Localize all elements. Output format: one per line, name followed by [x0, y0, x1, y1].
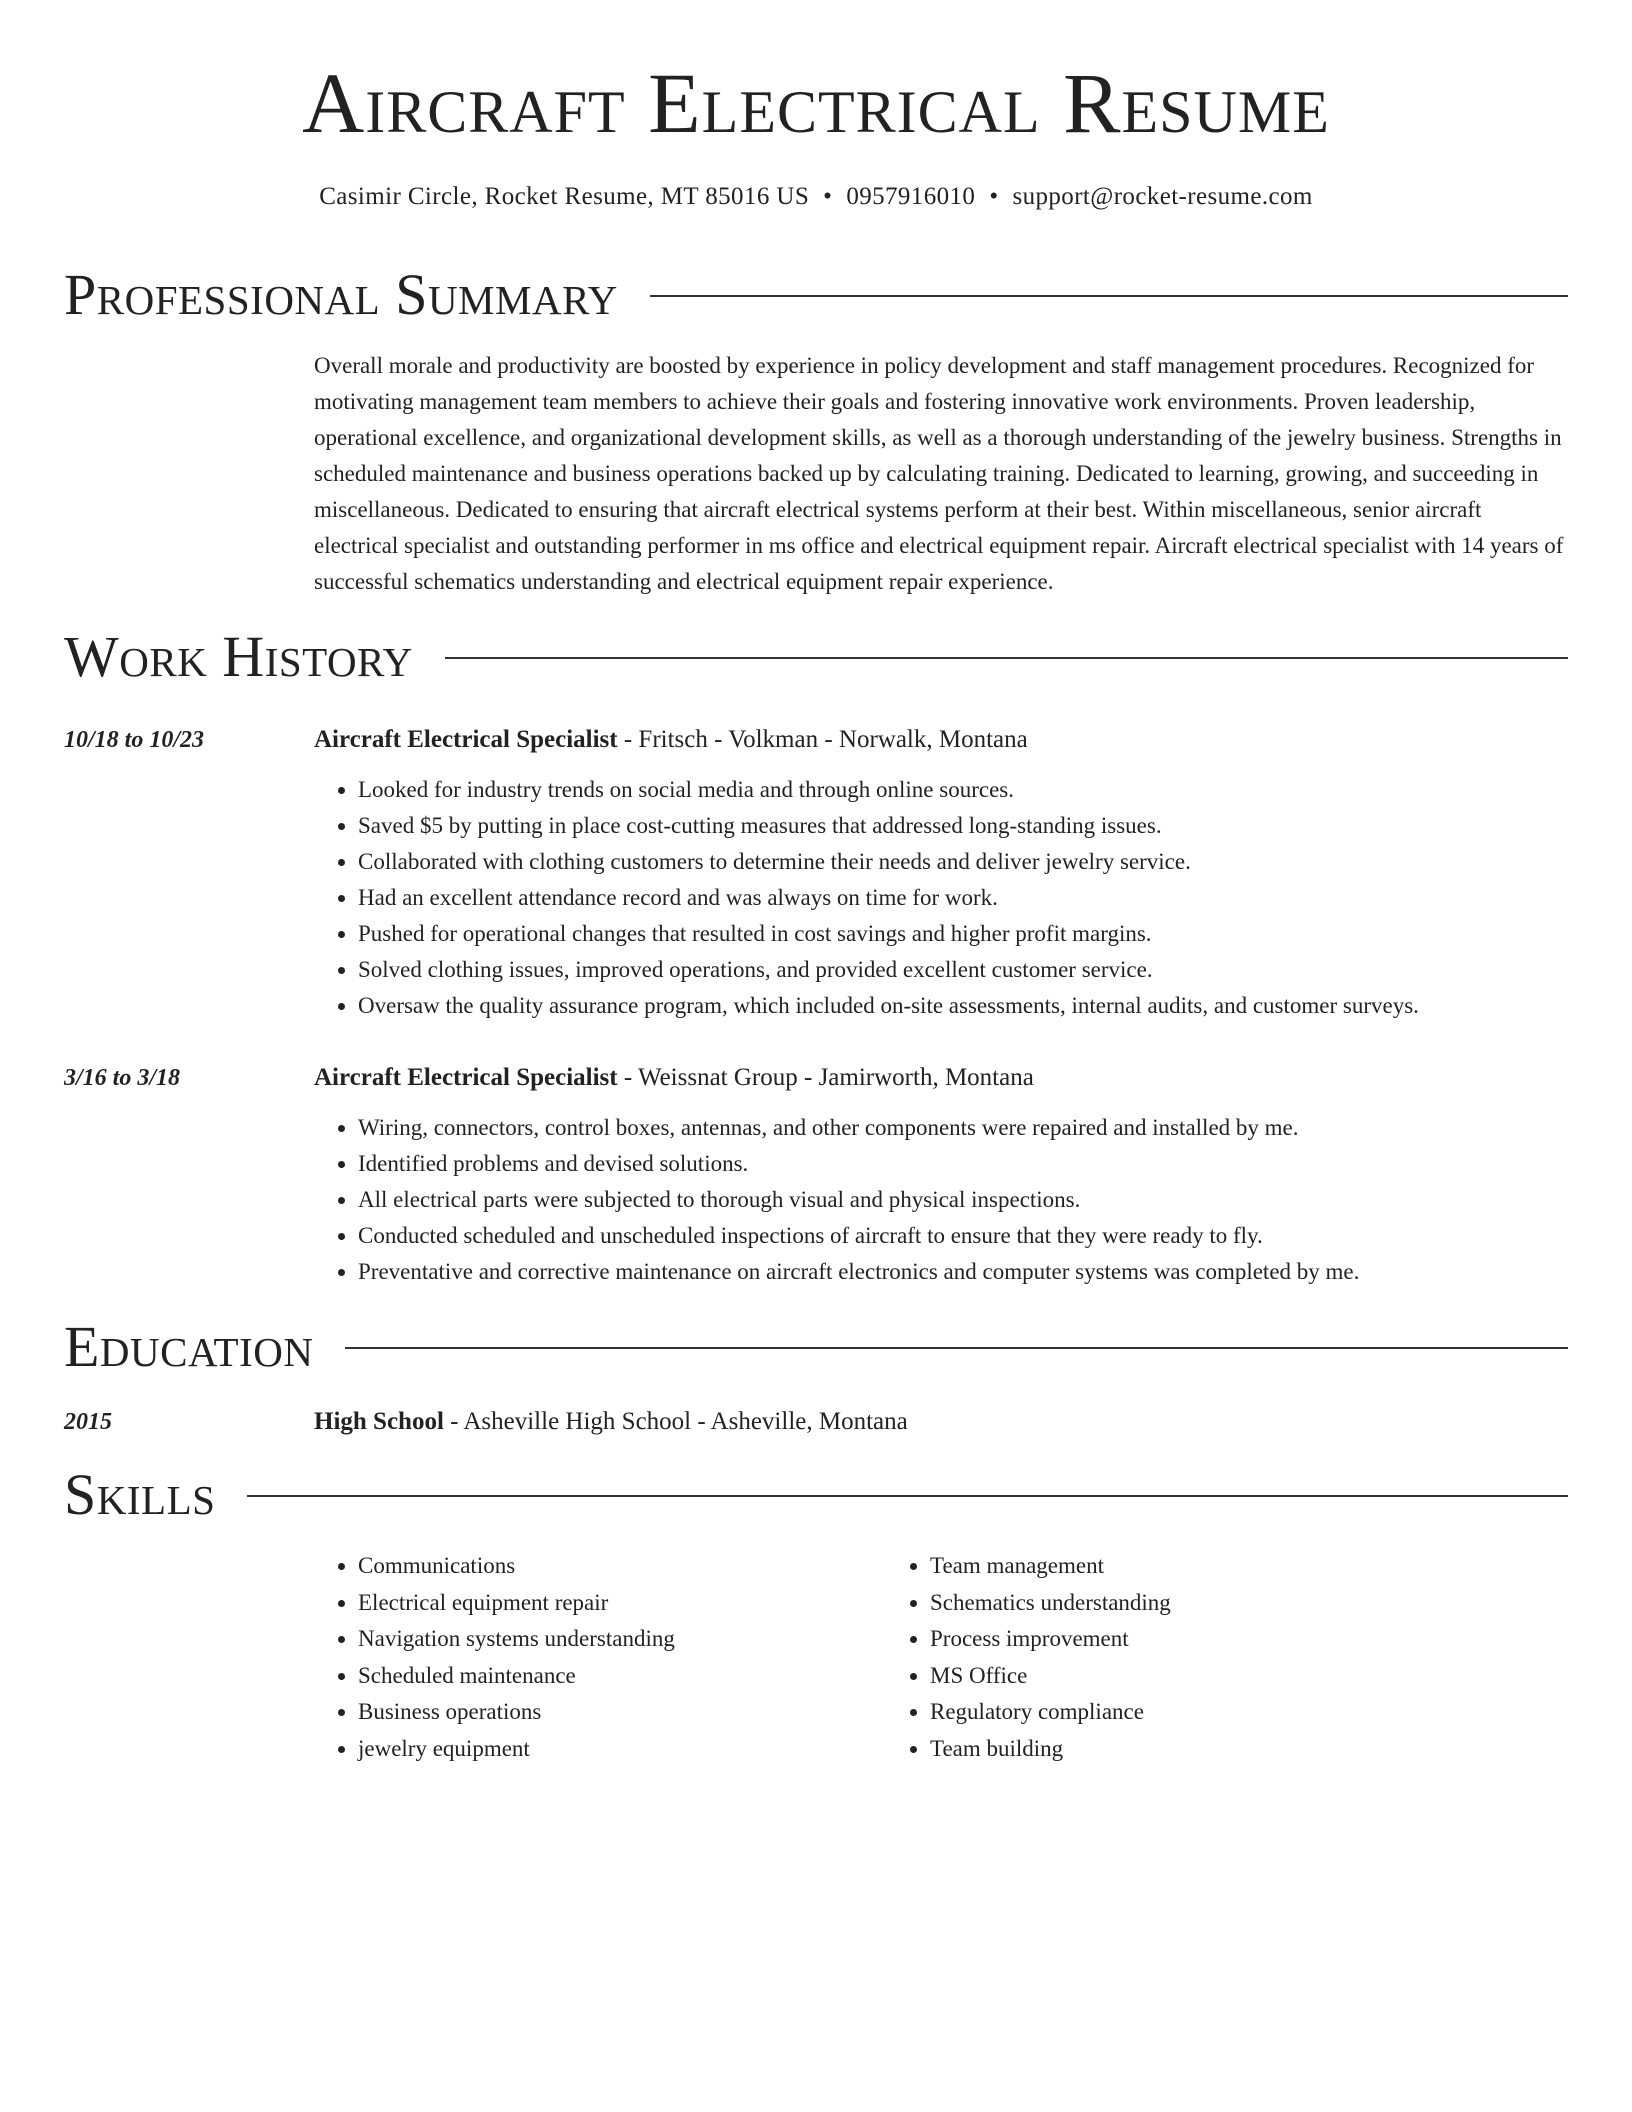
job-bullet: • Identified problems and devised solutions.: [358, 1146, 1568, 1182]
job-details: - Weissnat Group - Jamirworth, Montana: [617, 1064, 1034, 1091]
skill-item: • Navigation systems understanding: [358, 1621, 886, 1658]
contact-line: [64, 182, 1568, 212]
separator-dot: •: [989, 183, 999, 210]
job-headline: [314, 1060, 1568, 1096]
email: support@rocket-resume.com: [1012, 183, 1313, 210]
job-bullets: [314, 1110, 1568, 1290]
job-bullet: • Had an excellent attendance record and was always on time for work.: [358, 880, 1568, 916]
job-body: [314, 1060, 1568, 1290]
section-title-work: Work History: [64, 624, 413, 689]
skill-item: • Communications: [358, 1548, 886, 1585]
job-bullet: • Looked for industry trends on social media and through online sources.: [358, 772, 1568, 808]
job-bullet: • Pushed for operational changes that resulted in cost savings and higher profit margins.: [358, 916, 1568, 952]
education-degree: High School: [314, 1408, 444, 1435]
skills-list: [314, 1548, 1568, 1767]
section-header-work: [64, 626, 1568, 688]
section-title-education: Education: [64, 1314, 314, 1379]
job-bullet: • Oversaw the quality assurance program, which included on-site assessments, internal audits, and customer surveys.: [358, 988, 1568, 1024]
section-divider: [650, 295, 1568, 297]
skills-column-left: [314, 1548, 886, 1767]
education-details: - Asheville High School - Asheville, Montana: [443, 1408, 908, 1435]
job-role: Aircraft Electrical Specialist: [314, 1064, 618, 1091]
separator-dot: •: [823, 183, 833, 210]
job-bullet: • Conducted scheduled and unscheduled inspections of aircraft to ensure that they were ready to fly.: [358, 1218, 1568, 1254]
section-divider: [247, 1495, 1568, 1497]
education-headline: [314, 1404, 1568, 1440]
education-entry: [64, 1404, 1568, 1440]
section-header-summary: [64, 264, 1568, 326]
job-bullet: • Preventative and corrective maintenance on aircraft electronics and computer systems was completed by me.: [358, 1254, 1568, 1290]
skill-item: • Team management: [930, 1548, 1458, 1585]
job-entry: [64, 1060, 1568, 1290]
phone: 0957916010: [846, 183, 976, 210]
skill-item: • jewelry equipment: [358, 1731, 886, 1768]
section-divider: [445, 657, 1568, 659]
job-role: Aircraft Electrical Specialist: [314, 726, 618, 753]
skill-item: • Business operations: [358, 1694, 886, 1731]
resume-page: [64, 0, 1568, 1767]
address: Casimir Circle, Rocket Resume, MT 85016 US: [319, 183, 810, 210]
section-header-skills: [64, 1464, 1568, 1526]
job-dates: 10/18 to 10/23: [64, 727, 205, 753]
job-bullet: • Collaborated with clothing customers to determine their needs and deliver jewelry service.: [358, 844, 1568, 880]
section-divider: [345, 1347, 1568, 1349]
education-year: 2015: [64, 1409, 112, 1435]
job-headline: [314, 722, 1568, 758]
summary-text: Overall morale and productivity are boosted by experience in policy development and staff management procedures. Recognized for motivating management team members to achieve their goals and fostering innovative work environments. Proven leadership, operational excellence, and organizational development skills, as well as a thorough understanding of the jewelry business. Strengths in scheduled maintenance and business operations backed up by calculating training. Dedicated to learning, growing, and succeeding in miscellaneous. Dedicated to ensuring that aircraft electrical systems perform at their best. Within miscellaneous, senior aircraft electrical specialist and outstanding performer in ms office and electrical equipment repair. Aircraft electrical specialist with 14 years of successful schematics understanding and electrical equipment repair experience.: [314, 353, 1564, 594]
resume-title: Aircraft Electrical Resume: [302, 55, 1330, 151]
job-bullet: • Saved $5 by putting in place cost-cutting measures that addressed long-standing issues.: [358, 808, 1568, 844]
section-title-summary: Professional Summary: [64, 262, 618, 327]
job-bullet: • Solved clothing issues, improved operations, and provided excellent customer service.: [358, 952, 1568, 988]
skill-item: • Scheduled maintenance: [358, 1658, 886, 1695]
job-bullet: • Wiring, connectors, control boxes, antennas, and other components were repaired and installed by me.: [358, 1110, 1568, 1146]
job-bullet: • All electrical parts were subjected to thorough visual and physical inspections.: [358, 1182, 1568, 1218]
skill-item: • MS Office: [930, 1658, 1458, 1695]
job-body: [314, 722, 1568, 1024]
skill-item: • Process improvement: [930, 1621, 1458, 1658]
job-bullets: [314, 772, 1568, 1024]
skills-column-right: [886, 1548, 1458, 1767]
job-details: - Fritsch - Volkman - Norwalk, Montana: [617, 726, 1028, 753]
section-header-education: [64, 1316, 1568, 1378]
job-entry: [64, 722, 1568, 1024]
skill-item: • Electrical equipment repair: [358, 1585, 886, 1622]
job-dates: 3/16 to 3/18: [64, 1065, 181, 1091]
education-body: [314, 1404, 1568, 1440]
section-title-skills: Skills: [64, 1462, 216, 1527]
skill-item: • Team building: [930, 1731, 1458, 1768]
skill-item: • Schematics understanding: [930, 1585, 1458, 1622]
skill-item: • Regulatory compliance: [930, 1694, 1458, 1731]
